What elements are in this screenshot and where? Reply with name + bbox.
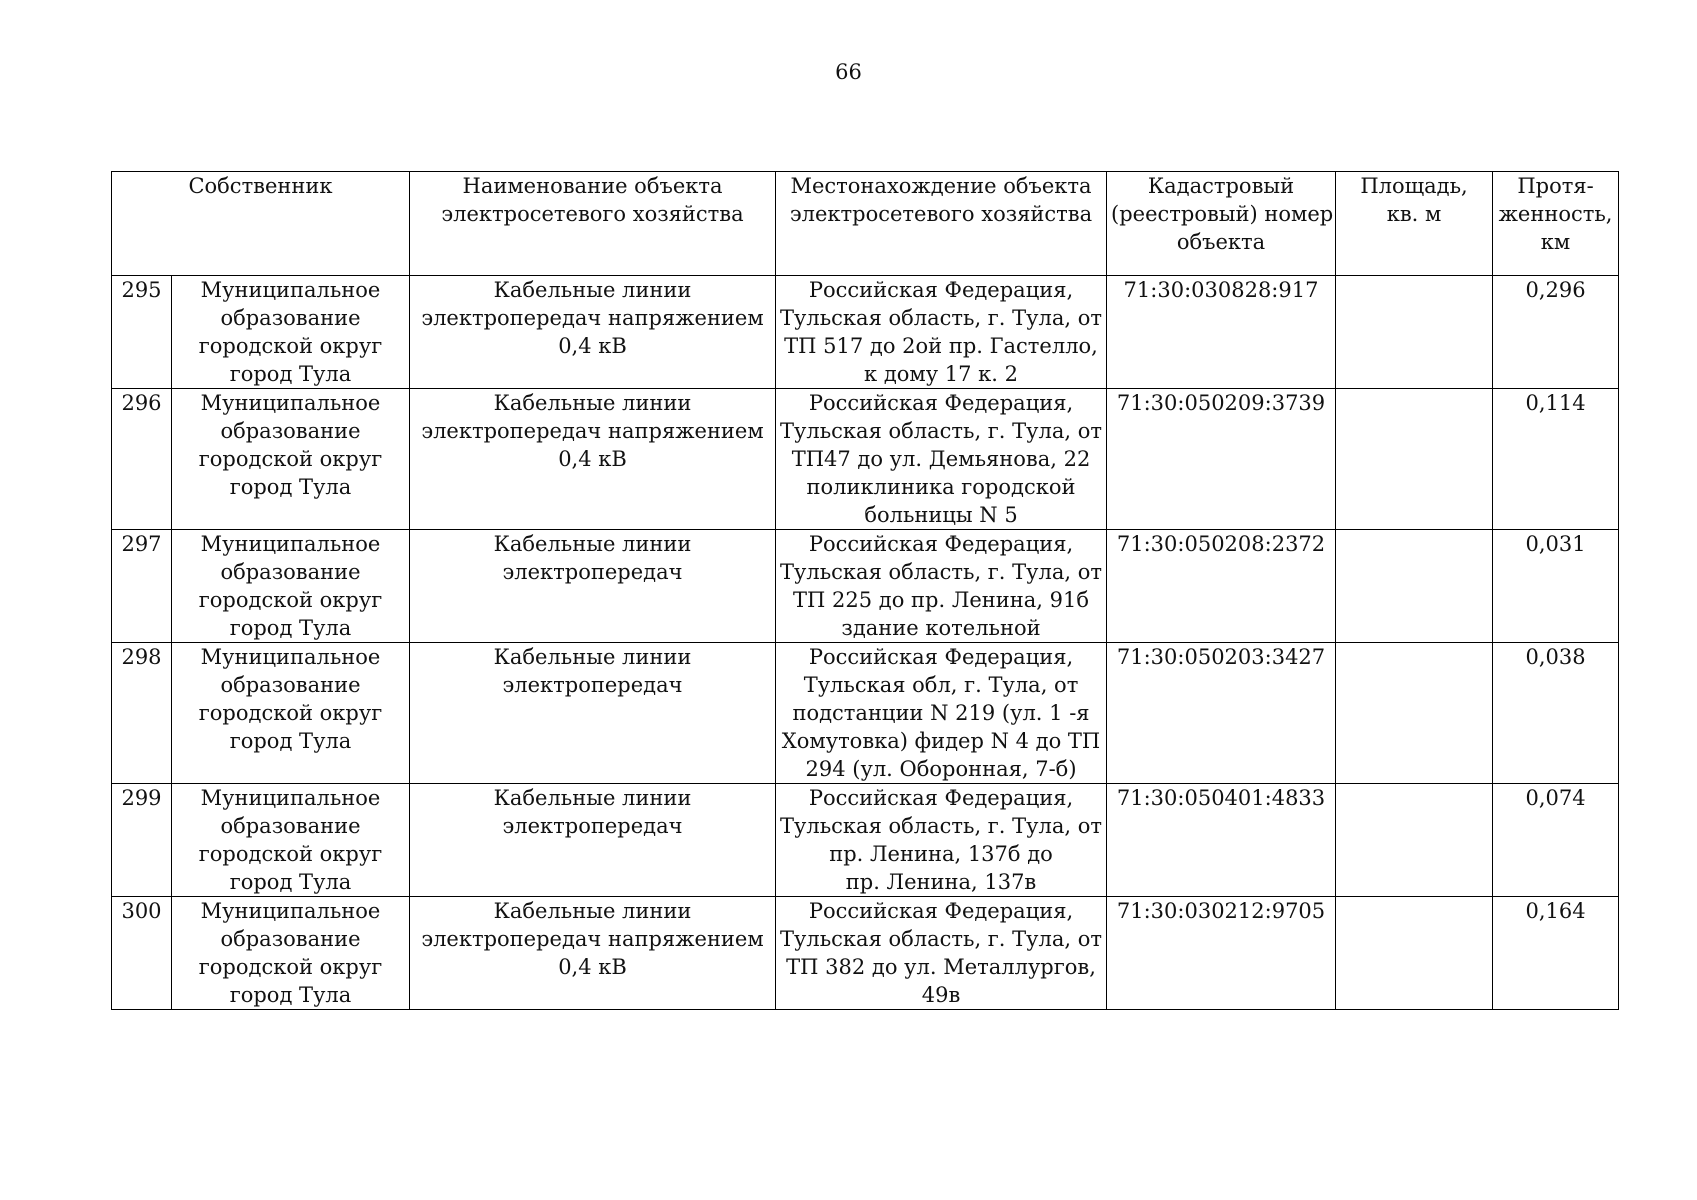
cadastral-number-cell: 71:30:050208:2372	[1107, 530, 1336, 643]
object-name-cell: Кабельные линии электропередач	[410, 530, 776, 643]
row-number: 299	[112, 784, 172, 897]
header-owner: Собственник	[112, 172, 410, 276]
cadastral-number-cell: 71:30:030212:9705	[1107, 897, 1336, 1010]
owner-cell: Муниципальное образование городской округ город Тула	[172, 276, 410, 389]
area-cell	[1336, 897, 1493, 1010]
row-number: 298	[112, 643, 172, 784]
area-cell	[1336, 276, 1493, 389]
row-number: 297	[112, 530, 172, 643]
table-row	[112, 276, 1619, 389]
object-name-cell: Кабельные линии электропередач напряжением 0,4 кВ	[410, 389, 776, 530]
header-name: Наименование объекта электросетевого хозяйства	[410, 172, 776, 276]
page-number: 66	[835, 60, 862, 84]
owner-cell: Муниципальное образование городской округ город Тула	[172, 784, 410, 897]
owner-cell: Муниципальное образование городской округ город Тула	[172, 530, 410, 643]
registry-table	[111, 171, 1619, 1010]
length-cell: 0,074	[1493, 784, 1619, 897]
location-cell: Российская Федерация, Тульская область, г. Тула, от ТП 382 до ул. Металлургов, 49в	[776, 897, 1107, 1010]
table-row	[112, 897, 1619, 1010]
row-number: 300	[112, 897, 172, 1010]
header-length: Протя- женность, км	[1493, 172, 1619, 276]
location-cell: Российская Федерация, Тульская область, г. Тула, от ТП 517 до 2ой пр. Гастелло, к дому 17 к. 2	[776, 276, 1107, 389]
owner-cell: Муниципальное образование городской округ город Тула	[172, 389, 410, 530]
header-cadastral: Кадастровый (реестровый) номер объекта	[1107, 172, 1336, 276]
owner-cell: Муниципальное образование городской округ город Тула	[172, 897, 410, 1010]
row-number: 295	[112, 276, 172, 389]
length-cell: 0,164	[1493, 897, 1619, 1010]
object-name-cell: Кабельные линии электропередач	[410, 643, 776, 784]
cadastral-number-cell: 71:30:030828:917	[1107, 276, 1336, 389]
length-cell: 0,114	[1493, 389, 1619, 530]
table-body	[112, 276, 1619, 1010]
header-location: Местонахождение объекта электросетевого хозяйства	[776, 172, 1107, 276]
table-row	[112, 643, 1619, 784]
cadastral-number-cell: 71:30:050401:4833	[1107, 784, 1336, 897]
length-cell: 0,296	[1493, 276, 1619, 389]
cadastral-number-cell: 71:30:050203:3427	[1107, 643, 1336, 784]
location-cell: Российская Федерация, Тульская область, г. Тула, от ТП47 до ул. Демьянова, 22 поликлиника городской больницы N 5	[776, 389, 1107, 530]
table-header	[112, 172, 1619, 276]
location-cell: Российская Федерация, Тульская обл, г. Тула, от подстанции N 219 (ул. 1 -я Хомутовка) фидер N 4 до ТП 294 (ул. Оборонная, 7-б)	[776, 643, 1107, 784]
table-row	[112, 389, 1619, 530]
object-name-cell: Кабельные линии электропередач напряжением 0,4 кВ	[410, 897, 776, 1010]
location-cell: Российская Федерация, Тульская область, г. Тула, от ТП 225 до пр. Ленина, 91б здание котельной	[776, 530, 1107, 643]
cadastral-number-cell: 71:30:050209:3739	[1107, 389, 1336, 530]
object-name-cell: Кабельные линии электропередач	[410, 784, 776, 897]
area-cell	[1336, 530, 1493, 643]
table-row	[112, 530, 1619, 643]
area-cell	[1336, 643, 1493, 784]
table-row	[112, 784, 1619, 897]
object-name-cell: Кабельные линии электропередач напряжением 0,4 кВ	[410, 276, 776, 389]
owner-cell: Муниципальное образование городской округ город Тула	[172, 643, 410, 784]
location-cell: Российская Федерация, Тульская область, г. Тула, от пр. Ленина, 137б до пр. Ленина, 137в	[776, 784, 1107, 897]
length-cell: 0,031	[1493, 530, 1619, 643]
row-number: 296	[112, 389, 172, 530]
length-cell: 0,038	[1493, 643, 1619, 784]
area-cell	[1336, 389, 1493, 530]
header-row	[112, 172, 1619, 276]
area-cell	[1336, 784, 1493, 897]
header-area: Площадь, кв. м	[1336, 172, 1493, 276]
